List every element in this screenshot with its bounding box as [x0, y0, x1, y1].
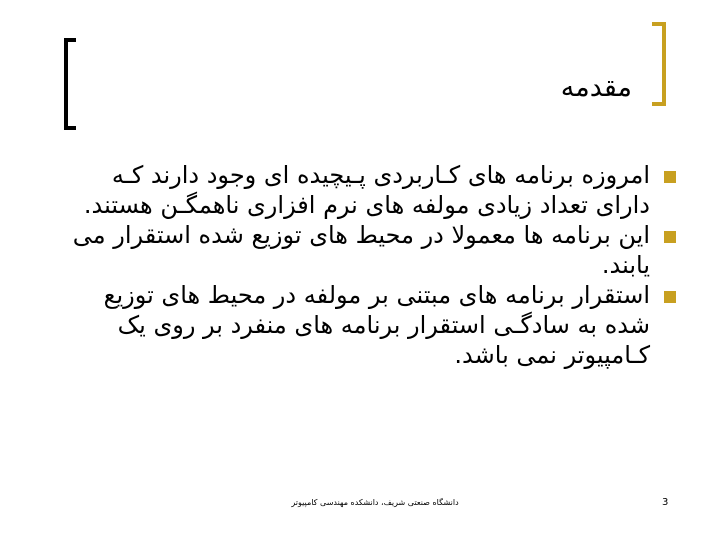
bullet-text: این برنامه ها معمولا در محیط های توزیع شده استقرار می یابند. — [72, 221, 650, 279]
bullet-item — [60, 220, 676, 280]
bullet-text: استقرار برنامه های مبتنی بر مولفه در محیط های توزیع شده به سادگـی استقرار برنامه های منفرد بر روی یک کـامپیوتر نمی باشد. — [103, 281, 650, 369]
bullet-text: امروزه برنامه های کـاربردی پـیچیده ای وجود دارند کـه دارای تعداد زیادی مولفه های نرم افزاری ناهمگـن هستند. — [83, 161, 650, 219]
title-bracket-left — [64, 38, 76, 130]
square-bullet-icon — [664, 231, 676, 243]
title-bracket-right — [652, 22, 666, 106]
slide-title: مقدمه — [560, 72, 632, 103]
square-bullet-icon — [664, 291, 676, 303]
square-bullet-icon — [664, 171, 676, 183]
bullet-item — [60, 160, 676, 220]
footer-institution: دانشگاه صنعتی شریف، دانشکده مهندسی کامپیوتر — [291, 498, 459, 507]
bullet-item — [60, 280, 676, 370]
bullet-list — [60, 160, 676, 370]
page-number: 3 — [662, 497, 669, 508]
